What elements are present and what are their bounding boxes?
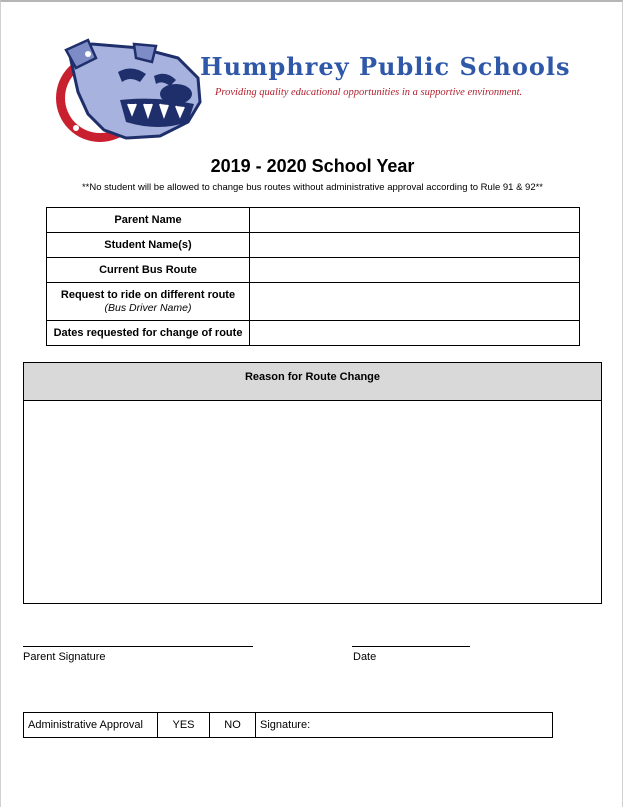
dates-requested-label: Dates requested for change of route [47, 321, 250, 346]
school-tagline: Providing quality educational opportunities in a supportive environment. [215, 87, 523, 98]
bulldog-mascot-icon [48, 38, 218, 150]
student-names-label: Student Name(s) [47, 233, 250, 258]
student-names-field[interactable] [250, 233, 580, 258]
parent-signature-line[interactable] [23, 646, 253, 647]
table-row [47, 321, 580, 346]
approval-yes-option[interactable]: YES [158, 713, 210, 738]
administrative-approval-table [23, 712, 553, 738]
table-row [47, 258, 580, 283]
date-line[interactable] [352, 646, 470, 647]
table-row [47, 283, 580, 321]
different-route-label-cell [47, 283, 250, 321]
admin-signature-field[interactable]: Signature: [256, 713, 553, 738]
dates-requested-field[interactable] [250, 321, 580, 346]
approval-no-option[interactable]: NO [210, 713, 256, 738]
different-route-field[interactable] [250, 283, 580, 321]
table-row [24, 713, 553, 738]
table-row [47, 233, 580, 258]
reason-box [23, 362, 602, 604]
reason-text-area[interactable] [24, 401, 601, 603]
admin-approval-label: Administrative Approval [24, 713, 158, 738]
current-route-field[interactable] [250, 258, 580, 283]
policy-notice: **No student will be allowed to change bus routes without administrative approval according to Rule 91 & 92** [81, 182, 544, 193]
parent-name-label: Parent Name [47, 208, 250, 233]
page-title: 2019 - 2020 School Year [210, 156, 415, 176]
request-info-table [46, 207, 580, 346]
school-name: Humphrey Public Schools [200, 52, 571, 81]
parent-signature-label: Parent Signature [23, 651, 106, 663]
different-route-label: Request to ride on different route [60, 289, 236, 301]
date-label: Date [353, 651, 377, 663]
bus-driver-name-hint: (Bus Driver Name) [104, 302, 192, 314]
reason-header: Reason for Route Change [24, 363, 601, 401]
parent-name-field[interactable] [250, 208, 580, 233]
table-row [47, 208, 580, 233]
current-route-label: Current Bus Route [47, 258, 250, 283]
